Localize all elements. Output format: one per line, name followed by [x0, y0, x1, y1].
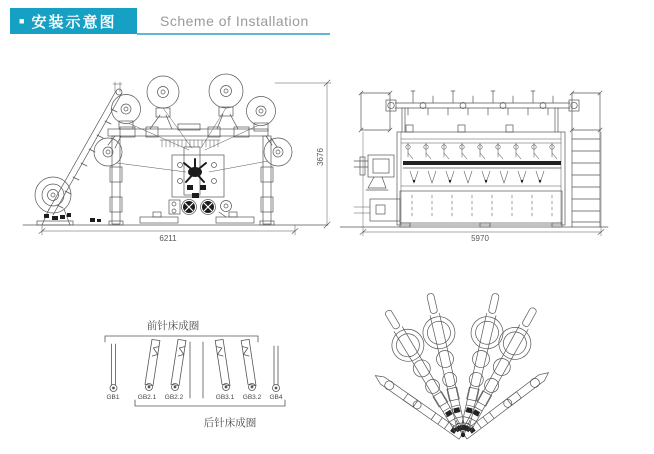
back-needle-bed-label: 后针床成圈 [203, 417, 257, 429]
side-view-width-dimension: 6211 [159, 234, 177, 243]
side-view-height-dimension: 3676 [316, 148, 325, 166]
square-bullet-icon: ■ [19, 15, 25, 26]
side-view-drawing [20, 55, 340, 255]
front-needle-bed-label: 前针床成圈 [146, 320, 200, 332]
guide-bar-diagram [80, 300, 320, 440]
gb21-label: GB2.1 [137, 394, 157, 401]
gb22-label: GB2.2 [164, 394, 184, 401]
gb4-label: GB4 [269, 394, 283, 401]
page-title-zh: 安装示意图 [31, 13, 117, 31]
gb32-label: GB3.2 [242, 394, 262, 401]
front-view-drawing [340, 55, 654, 255]
lever-fan-diagram [360, 290, 600, 454]
header-underline [137, 33, 330, 35]
gb1-label: GB1 [106, 394, 120, 401]
header-title-box [10, 8, 137, 34]
gb31-label: GB3.1 [215, 394, 235, 401]
page-title-en: Scheme of Installation [160, 13, 309, 29]
front-view-width-dimension: 5970 [471, 234, 489, 243]
